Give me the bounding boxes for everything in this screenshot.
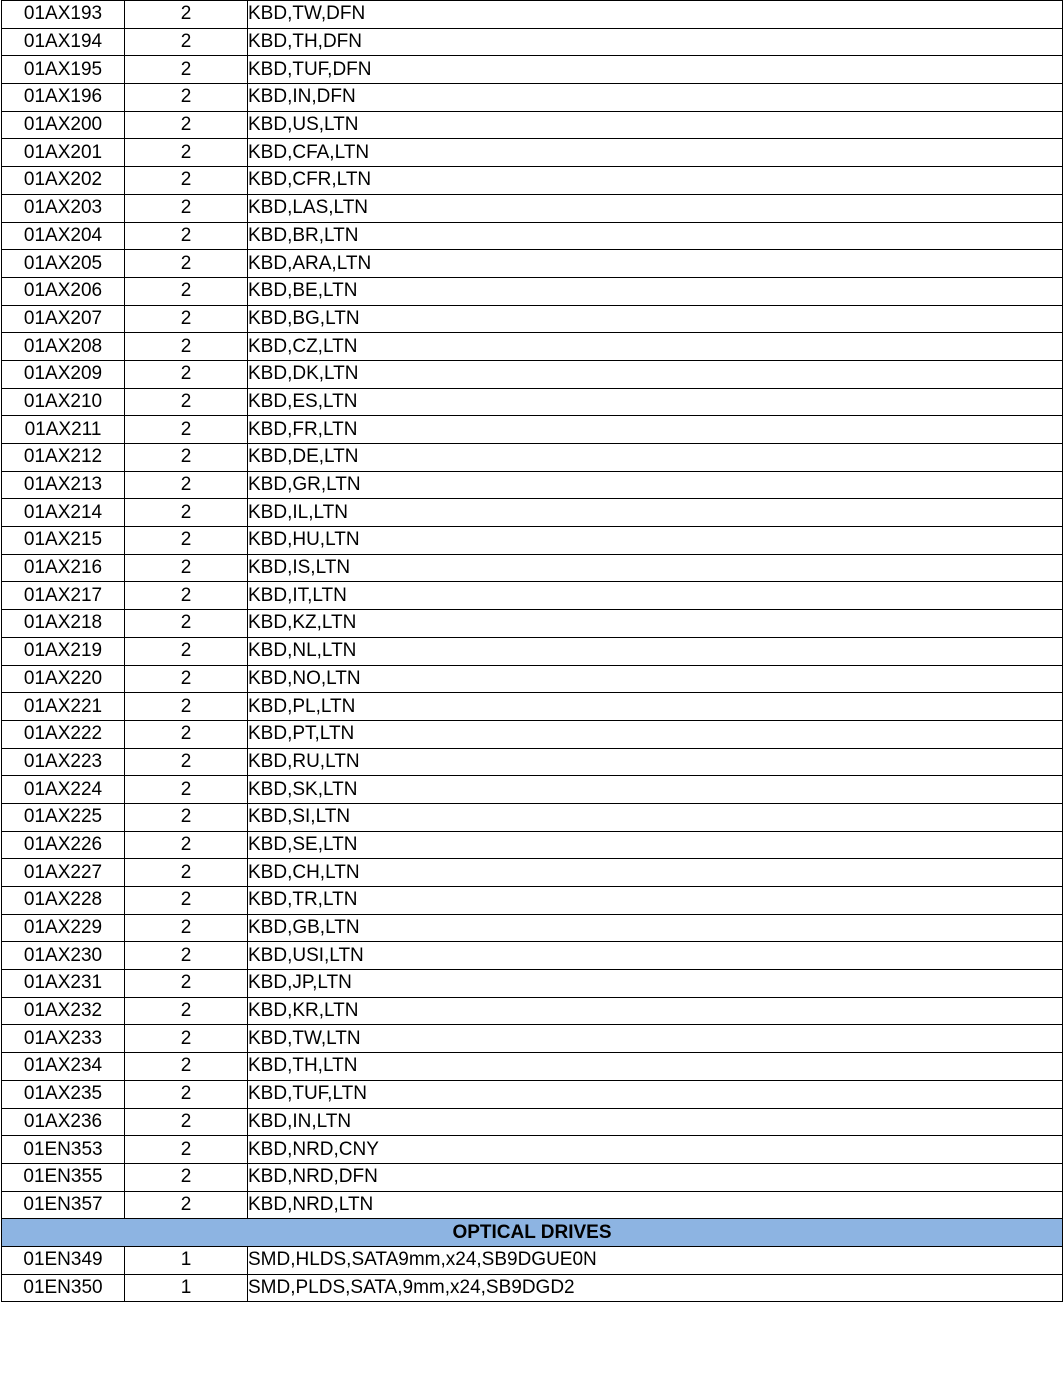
table-row	[2, 1025, 1063, 1053]
quantity-cell: 2	[125, 471, 248, 499]
quantity-cell: 2	[125, 250, 248, 278]
quantity-cell: 2	[125, 997, 248, 1025]
part-number-cell: 01AX213	[2, 471, 125, 499]
part-number-cell: 01AX193	[2, 1, 125, 29]
table-row	[2, 1108, 1063, 1136]
description-cell: KBD,LAS,LTN	[248, 194, 1063, 222]
description-cell: KBD,GR,LTN	[248, 471, 1063, 499]
description-cell: KBD,CZ,LTN	[248, 333, 1063, 361]
quantity-cell: 1	[125, 1274, 248, 1302]
table-row	[2, 970, 1063, 998]
table-row	[2, 28, 1063, 56]
table-row	[2, 471, 1063, 499]
part-number-cell: 01AX223	[2, 748, 125, 776]
description-cell: KBD,IL,LTN	[248, 499, 1063, 527]
table-row	[2, 997, 1063, 1025]
description-cell: KBD,US,LTN	[248, 111, 1063, 139]
table-row	[2, 1136, 1063, 1164]
part-number-cell: 01AX209	[2, 360, 125, 388]
quantity-cell: 2	[125, 360, 248, 388]
description-cell: KBD,BG,LTN	[248, 305, 1063, 333]
part-number-cell: 01EN357	[2, 1191, 125, 1219]
quantity-cell: 2	[125, 1080, 248, 1108]
part-number-cell: 01AX194	[2, 28, 125, 56]
quantity-cell: 2	[125, 1053, 248, 1081]
quantity-cell: 2	[125, 554, 248, 582]
table-row	[2, 167, 1063, 195]
description-cell: KBD,PT,LTN	[248, 720, 1063, 748]
quantity-cell: 1	[125, 1246, 248, 1274]
table-row	[2, 305, 1063, 333]
description-cell: KBD,BR,LTN	[248, 222, 1063, 250]
description-cell: KBD,TR,LTN	[248, 887, 1063, 915]
table-row	[2, 1053, 1063, 1081]
quantity-cell: 2	[125, 970, 248, 998]
part-number-cell: 01AX230	[2, 942, 125, 970]
table-row	[2, 527, 1063, 555]
quantity-cell: 2	[125, 1191, 248, 1219]
part-number-cell: 01EN353	[2, 1136, 125, 1164]
part-number-cell: 01AX219	[2, 637, 125, 665]
description-cell: KBD,ES,LTN	[248, 388, 1063, 416]
quantity-cell: 2	[125, 56, 248, 84]
table-row	[2, 222, 1063, 250]
quantity-cell: 2	[125, 28, 248, 56]
table-row	[2, 360, 1063, 388]
quantity-cell: 2	[125, 1025, 248, 1053]
part-number-cell: 01AX195	[2, 56, 125, 84]
part-number-cell: 01AX227	[2, 859, 125, 887]
quantity-cell: 2	[125, 1, 248, 29]
quantity-cell: 2	[125, 914, 248, 942]
quantity-cell: 2	[125, 665, 248, 693]
section-title: OPTICAL DRIVES	[2, 1219, 1063, 1247]
quantity-cell: 2	[125, 416, 248, 444]
part-number-cell: 01AX214	[2, 499, 125, 527]
part-number-cell: 01AX217	[2, 582, 125, 610]
table-row	[2, 1274, 1063, 1302]
table-row	[2, 333, 1063, 361]
description-cell: KBD,FR,LTN	[248, 416, 1063, 444]
table-row	[2, 1, 1063, 29]
part-number-cell: 01AX218	[2, 610, 125, 638]
quantity-cell: 2	[125, 305, 248, 333]
part-number-cell: 01AX210	[2, 388, 125, 416]
part-number-cell: 01AX207	[2, 305, 125, 333]
table-row	[2, 444, 1063, 472]
description-cell: KBD,RU,LTN	[248, 748, 1063, 776]
part-number-cell: 01AX234	[2, 1053, 125, 1081]
quantity-cell: 2	[125, 388, 248, 416]
part-number-cell: 01AX221	[2, 693, 125, 721]
keyboard-rows	[2, 1, 1063, 1219]
quantity-cell: 2	[125, 1163, 248, 1191]
description-cell: KBD,NRD,CNY	[248, 1136, 1063, 1164]
description-cell: KBD,DK,LTN	[248, 360, 1063, 388]
table-row	[2, 1163, 1063, 1191]
part-number-cell: 01AX201	[2, 139, 125, 167]
quantity-cell: 2	[125, 720, 248, 748]
table-row	[2, 84, 1063, 112]
part-number-cell: 01EN355	[2, 1163, 125, 1191]
description-cell: KBD,NO,LTN	[248, 665, 1063, 693]
part-number-cell: 01AX212	[2, 444, 125, 472]
description-cell: KBD,TW,DFN	[248, 1, 1063, 29]
part-number-cell: 01EN350	[2, 1274, 125, 1302]
table-row	[2, 859, 1063, 887]
table-row	[2, 1246, 1063, 1274]
description-cell: KBD,NL,LTN	[248, 637, 1063, 665]
quantity-cell: 2	[125, 859, 248, 887]
table-row	[2, 388, 1063, 416]
table-row	[2, 942, 1063, 970]
description-cell: KBD,TUF,DFN	[248, 56, 1063, 84]
table-row	[2, 887, 1063, 915]
table-row	[2, 637, 1063, 665]
description-cell: KBD,PL,LTN	[248, 693, 1063, 721]
description-cell: KBD,TUF,LTN	[248, 1080, 1063, 1108]
table-row	[2, 499, 1063, 527]
part-number-cell: 01AX211	[2, 416, 125, 444]
table-row	[2, 582, 1063, 610]
description-cell: KBD,USI,LTN	[248, 942, 1063, 970]
description-cell: KBD,TH,LTN	[248, 1053, 1063, 1081]
description-cell: KBD,SI,LTN	[248, 803, 1063, 831]
quantity-cell: 2	[125, 222, 248, 250]
table-row	[2, 665, 1063, 693]
table-row	[2, 831, 1063, 859]
description-cell: KBD,DE,LTN	[248, 444, 1063, 472]
description-cell: SMD,HLDS,SATA9mm,x24,SB9DGUE0N	[248, 1246, 1063, 1274]
table-row	[2, 776, 1063, 804]
description-cell: KBD,TW,LTN	[248, 1025, 1063, 1053]
quantity-cell: 2	[125, 444, 248, 472]
quantity-cell: 2	[125, 1136, 248, 1164]
part-number-cell: 01AX226	[2, 831, 125, 859]
parts-table	[1, 0, 1063, 1302]
part-number-cell: 01AX206	[2, 277, 125, 305]
part-number-cell: 01AX200	[2, 111, 125, 139]
optical-drive-rows	[2, 1246, 1063, 1301]
part-number-cell: 01EN349	[2, 1246, 125, 1274]
description-cell: KBD,TH,DFN	[248, 28, 1063, 56]
description-cell: KBD,SK,LTN	[248, 776, 1063, 804]
optical-drives-section	[2, 1219, 1063, 1247]
table-row	[2, 416, 1063, 444]
part-number-cell: 01AX225	[2, 803, 125, 831]
quantity-cell: 2	[125, 803, 248, 831]
part-number-cell: 01AX203	[2, 194, 125, 222]
description-cell: KBD,NRD,DFN	[248, 1163, 1063, 1191]
quantity-cell: 2	[125, 776, 248, 804]
description-cell: KBD,CFR,LTN	[248, 167, 1063, 195]
part-number-cell: 01AX216	[2, 554, 125, 582]
table-row	[2, 693, 1063, 721]
description-cell: KBD,IS,LTN	[248, 554, 1063, 582]
part-number-cell: 01AX208	[2, 333, 125, 361]
part-number-cell: 01AX205	[2, 250, 125, 278]
description-cell: KBD,BE,LTN	[248, 277, 1063, 305]
part-number-cell: 01AX215	[2, 527, 125, 555]
description-cell: KBD,ARA,LTN	[248, 250, 1063, 278]
quantity-cell: 2	[125, 139, 248, 167]
part-number-cell: 01AX233	[2, 1025, 125, 1053]
table-row	[2, 277, 1063, 305]
part-number-cell: 01AX235	[2, 1080, 125, 1108]
table-row	[2, 56, 1063, 84]
description-cell: KBD,KR,LTN	[248, 997, 1063, 1025]
description-cell: KBD,JP,LTN	[248, 970, 1063, 998]
description-cell: KBD,CFA,LTN	[248, 139, 1063, 167]
description-cell: KBD,IN,LTN	[248, 1108, 1063, 1136]
table-row	[2, 111, 1063, 139]
table-row	[2, 720, 1063, 748]
table-row	[2, 803, 1063, 831]
description-cell: KBD,GB,LTN	[248, 914, 1063, 942]
quantity-cell: 2	[125, 637, 248, 665]
part-number-cell: 01AX224	[2, 776, 125, 804]
quantity-cell: 2	[125, 748, 248, 776]
quantity-cell: 2	[125, 167, 248, 195]
table-row	[2, 250, 1063, 278]
quantity-cell: 2	[125, 111, 248, 139]
table-row	[2, 194, 1063, 222]
quantity-cell: 2	[125, 582, 248, 610]
quantity-cell: 2	[125, 277, 248, 305]
part-number-cell: 01AX202	[2, 167, 125, 195]
quantity-cell: 2	[125, 693, 248, 721]
table-row	[2, 914, 1063, 942]
table-row	[2, 1191, 1063, 1219]
quantity-cell: 2	[125, 333, 248, 361]
part-number-cell: 01AX228	[2, 887, 125, 915]
description-cell: KBD,HU,LTN	[248, 527, 1063, 555]
part-number-cell: 01AX222	[2, 720, 125, 748]
part-number-cell: 01AX196	[2, 84, 125, 112]
description-cell: KBD,CH,LTN	[248, 859, 1063, 887]
quantity-cell: 2	[125, 499, 248, 527]
description-cell: KBD,SE,LTN	[248, 831, 1063, 859]
quantity-cell: 2	[125, 887, 248, 915]
part-number-cell: 01AX229	[2, 914, 125, 942]
table-row	[2, 1080, 1063, 1108]
quantity-cell: 2	[125, 527, 248, 555]
quantity-cell: 2	[125, 1108, 248, 1136]
quantity-cell: 2	[125, 194, 248, 222]
quantity-cell: 2	[125, 84, 248, 112]
table-row	[2, 554, 1063, 582]
description-cell: KBD,NRD,LTN	[248, 1191, 1063, 1219]
table-row	[2, 139, 1063, 167]
description-cell: KBD,IT,LTN	[248, 582, 1063, 610]
table-row	[2, 610, 1063, 638]
part-number-cell: 01AX236	[2, 1108, 125, 1136]
section-header-row	[2, 1219, 1063, 1247]
description-cell: KBD,IN,DFN	[248, 84, 1063, 112]
quantity-cell: 2	[125, 942, 248, 970]
description-cell: SMD,PLDS,SATA,9mm,x24,SB9DGD2	[248, 1274, 1063, 1302]
part-number-cell: 01AX232	[2, 997, 125, 1025]
quantity-cell: 2	[125, 610, 248, 638]
part-number-cell: 01AX220	[2, 665, 125, 693]
description-cell: KBD,KZ,LTN	[248, 610, 1063, 638]
part-number-cell: 01AX204	[2, 222, 125, 250]
table-row	[2, 748, 1063, 776]
part-number-cell: 01AX231	[2, 970, 125, 998]
quantity-cell: 2	[125, 831, 248, 859]
